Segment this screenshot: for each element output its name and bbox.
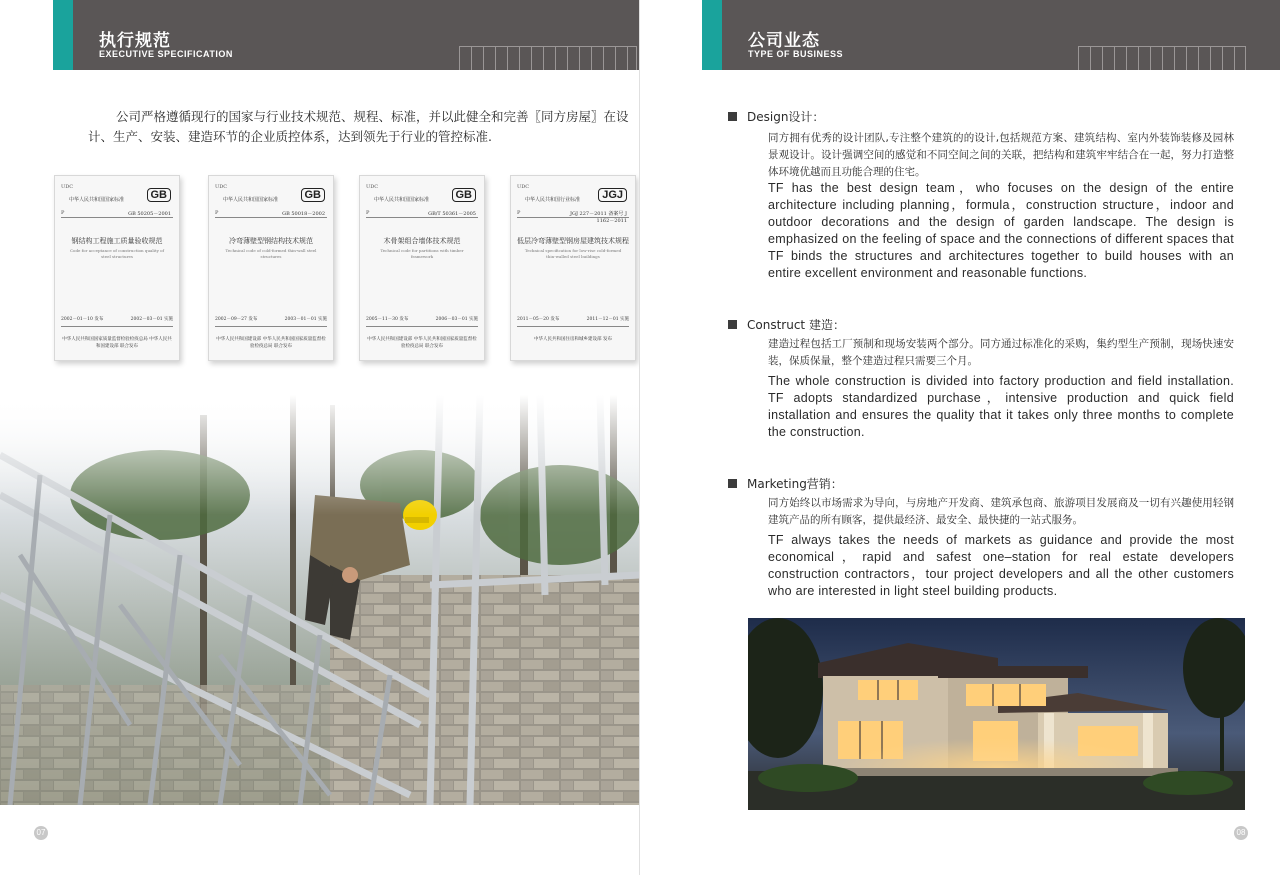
std-name: 钢结构工程施工质量验收规范	[71, 237, 163, 245]
std-en-name: Technical code of cold-formed thin-wall steel structures	[225, 248, 317, 259]
divider	[61, 217, 173, 218]
std-org: 中华人民共和国国家标准	[223, 197, 279, 203]
header-grid-ornament	[1078, 46, 1246, 70]
section-zh-text: 建造过程包括工厂预制和现场安装两个部分。同方通过标准化的采购，集约型生产预制，现场快速安装，保质保量，整个建造过程只需要三个月。	[768, 338, 1234, 367]
gb-logo: GB	[147, 188, 172, 202]
std-org: 中华人民共和国行业标准	[525, 197, 581, 203]
std-code: GB 50205－2001	[128, 211, 171, 217]
section-heading	[728, 108, 824, 125]
section-heading-text: Construct 建造：	[747, 318, 845, 332]
standard-cover	[208, 175, 334, 361]
page-title: 公司业态	[748, 31, 820, 51]
std-effective: 2003－01－01 实施	[284, 317, 327, 322]
divider	[61, 326, 173, 327]
bullet-square-icon	[728, 112, 737, 121]
std-issued: 2002－09－27 发布	[215, 317, 258, 322]
section-en-text: TF always takes the needs of markets as guidance and provide the most economical，rapid and safest one–station for real estate developers construction contractors，tour project developers and all the other customers who are interested in light steel building products.	[768, 533, 1234, 598]
page-number: 07	[34, 826, 48, 840]
bullet-square-icon	[728, 320, 737, 329]
std-udc: UDC	[366, 184, 379, 190]
construction-worker-illustration	[0, 395, 640, 805]
std-name: 木骨架组合墙体技术规范	[383, 237, 461, 245]
std-code: GB/T 50361－2005	[428, 211, 476, 217]
std-issued: 2002－01－10 发布	[61, 317, 104, 322]
std-en-name: Technical code for partitions with timber framework	[380, 248, 464, 259]
std-dates	[366, 316, 478, 322]
std-dates	[517, 316, 629, 322]
std-issued: 2011－05－20 发布	[517, 317, 560, 322]
std-en-name: Code for acceptance of construction quality of steel structures	[69, 248, 164, 259]
gb-logo: GB	[452, 188, 477, 202]
std-name: 低层冷弯薄壁型钢房屋建筑技术规程	[517, 237, 629, 245]
divider	[215, 217, 327, 218]
gb-logo: GB	[301, 188, 326, 202]
std-dates	[61, 316, 173, 322]
std-effective: 2011－12－01 实施	[586, 317, 629, 322]
std-issuer: 中华人民共和国建设部 中华人民共和国国家质量监督检验检疫总局 联合发布	[367, 337, 477, 349]
divider	[517, 326, 629, 327]
std-en-name: Technical specification for low-rise cold-formed thin-walled steel buildings	[524, 248, 622, 259]
std-effective: 2002－03－01 实施	[130, 317, 173, 322]
std-p: P	[366, 210, 370, 216]
std-p: P	[61, 210, 65, 216]
page-title: 执行规范	[99, 31, 171, 51]
section-zh-text: 同方拥有优秀的设计团队,专注整个建筑的的设计,包括规范方案、建筑结构、室内外装饰装修及园林景观设计。设计强调空间的感觉和不同空间之间的关联，把结构和建筑牢牢结合在一起，努力打造整体环境优越而且功能合理的住宅。	[768, 132, 1234, 178]
std-issued: 2005－11－30 发布	[366, 317, 409, 322]
header-grid-ornament	[459, 46, 637, 70]
std-org: 中华人民共和国国家标准	[374, 197, 430, 203]
standard-cover	[359, 175, 485, 361]
jgj-logo: JGJ	[598, 188, 627, 202]
std-issuer: 中华人民共和国住房和城乡建设部 发布	[534, 337, 612, 342]
std-code: GB 50018－2002	[282, 211, 325, 217]
std-p: P	[517, 210, 521, 216]
std-issuer: 中华人民共和国国家质量监督检验检疫总局 中华人民共和国建设部 联合发布	[62, 337, 172, 349]
villa-night-illustration	[748, 618, 1245, 810]
std-issuer: 中华人民共和国建设部 中华人民共和国国家质量监督检验检疫总局 联合发布	[216, 337, 326, 349]
standard-cover	[54, 175, 180, 361]
divider	[366, 326, 478, 327]
standards-row	[54, 175, 640, 361]
std-dates	[215, 316, 327, 322]
std-udc: UDC	[517, 184, 530, 190]
construction-site-photo	[0, 395, 640, 805]
section-heading-text: Marketing营销：	[747, 477, 843, 491]
section-en-text: The whole construction is divided into factory production and field installation. TF adopts standardized purchase，intensive production and quick field installation and ensures the quality that it takes only three months to complete the construction.	[768, 374, 1234, 439]
divider	[215, 326, 327, 327]
std-udc: UDC	[61, 184, 74, 190]
header-accent-bar	[53, 0, 73, 70]
standard-cover	[510, 175, 636, 361]
divider	[366, 217, 478, 218]
section-en-text: TF has the best design team，who focuses on the design of the entire architecture including planning，formula，construction structure，indoor and outdoor decorations and the design of garden landscape. The design is emphasized on the feeling of space and the connections of different spaces that TF binds the structures and architectures together to build houses with an entire excellent environment and reasonable functions.	[768, 181, 1234, 280]
right-page	[640, 0, 1280, 875]
std-name: 冷弯薄壁型钢结构技术规范	[229, 237, 313, 245]
bullet-square-icon	[728, 479, 737, 488]
std-effective: 2006－03－01 实施	[435, 317, 478, 322]
section-heading	[728, 475, 843, 492]
std-udc: UDC	[215, 184, 228, 190]
std-p: P	[215, 210, 219, 216]
page-number: 08	[1234, 826, 1248, 840]
intro-text: 公司严格遵循现行的国家与行业技术规范、规程、标准，并以此健全和完善〖同方房屋〗在设计、生产、安装、建造环节的企业质控体系，达到领先于行业的管控标准.	[88, 109, 629, 144]
intro-paragraph	[88, 107, 640, 147]
divider	[517, 217, 629, 218]
header-band	[53, 0, 639, 70]
villa-photo	[748, 618, 1245, 810]
std-code: JGJ 227－2011 备案号 J 1162－2011	[569, 211, 627, 224]
std-org: 中华人民共和国国家标准	[69, 197, 125, 203]
section-heading	[728, 316, 845, 333]
page-subtitle: TYPE OF BUSINESS	[748, 49, 844, 59]
section-heading-text: Design设计：	[747, 110, 825, 124]
header-band	[702, 0, 1280, 70]
header-accent-bar	[702, 0, 722, 70]
section-zh-text: 同方始终以市场需求为导向，与房地产开发商、建筑承包商、旅游项目发展商及一切有兴趣使用轻钢建筑产品的所有顾客，提供最经济、最安全、最快捷的一站式服务。	[768, 497, 1234, 526]
page-subtitle: EXECUTIVE SPECIFICATION	[99, 49, 233, 59]
